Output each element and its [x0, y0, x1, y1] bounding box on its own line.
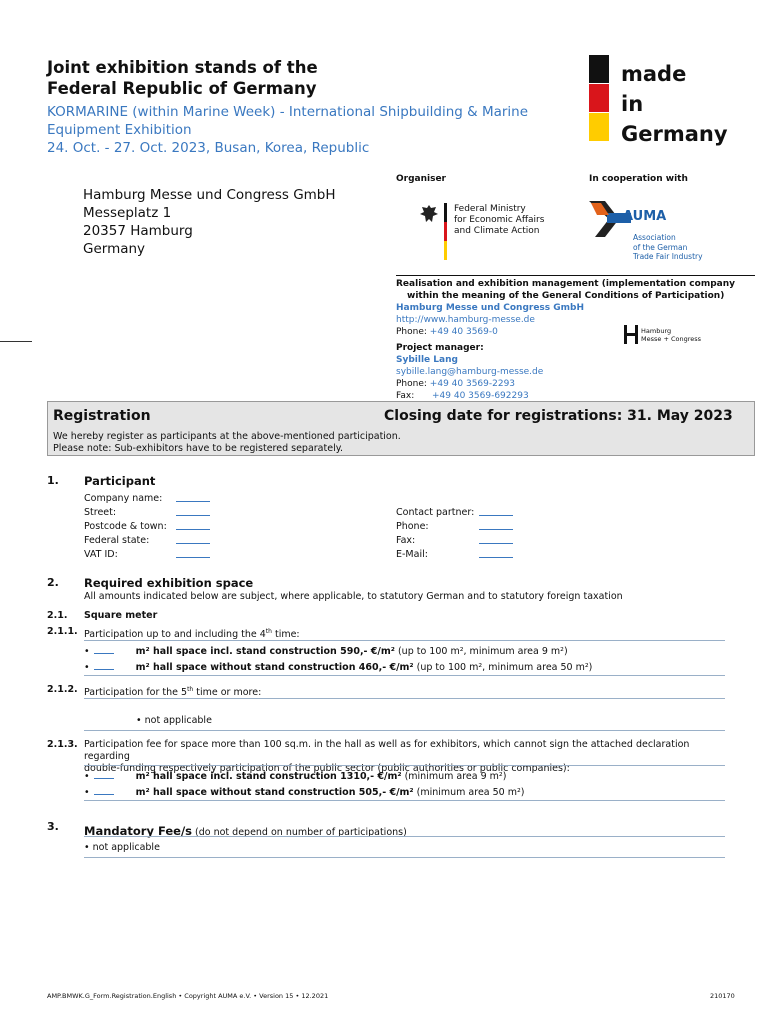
brand-in: in: [621, 92, 644, 116]
s213-option-1: • m² hall space incl. stand construction 1310,- €/m² (minimum area 9 m²): [84, 771, 507, 782]
opt-a: m² hall space: [135, 646, 211, 657]
tax-note: All amounts indicated below are subject, where applicable, to statutory German and to statutory foreign taxation: [84, 591, 623, 602]
flag-stripe-red: [444, 222, 447, 241]
address-line: 20357 Hamburg: [83, 223, 193, 239]
federal-state-row: [84, 534, 210, 548]
field-label: Fax:: [396, 535, 416, 546]
s213-option-2-input[interactable]: [94, 785, 114, 795]
section-3-note: (do not depend on number of participations): [192, 827, 407, 838]
company-name-input[interactable]: [176, 492, 210, 502]
project-manager-label: Project manager:: [396, 343, 484, 353]
footer-form-id: AMP.BMWK.G_Form.Registration.English • Copyright AUMA e.V. • Version 15 • 12.2021: [47, 992, 329, 1000]
rule: [84, 800, 725, 801]
email-input[interactable]: [479, 548, 513, 558]
phone-value: +49 40 3569-0: [429, 327, 498, 337]
address-line: Germany: [83, 241, 146, 257]
opt-b: incl. stand construction 590,- €/m²: [210, 646, 395, 657]
s211-option-1: • m² hall space incl. stand construction 590,- €/m² (up to 100 m², minimum area 9 m²): [84, 646, 568, 657]
address-line: Messeplatz 1: [83, 205, 172, 221]
field-label: VAT ID:: [84, 549, 118, 560]
street-row: [84, 506, 210, 520]
fax-row: [396, 534, 513, 548]
section-2-1-3-number: 2.1.3.: [47, 739, 78, 750]
footer-doc-number: 210170: [710, 992, 735, 1000]
s213-line: Participation fee for space more than 100 sq.m. in the hall as well as for exhibitors, which cannot sign the attached declaration regarding: [84, 739, 690, 762]
rule: [84, 857, 725, 858]
pm-phone-label: Phone:: [396, 379, 427, 389]
flag-stripe-black: [444, 203, 447, 222]
section-1-number: 1.: [47, 474, 59, 487]
registration-title: Registration: [53, 408, 151, 424]
s211-option-1-input[interactable]: [94, 644, 114, 654]
section-2-1-number: 2.1.: [47, 610, 68, 621]
s211-option-2-input[interactable]: [94, 660, 114, 670]
pm-phone-value: +49 40 3569-2293: [429, 379, 516, 389]
s212-tail: time or more:: [193, 687, 262, 699]
s213-line: double-funding respectively participation of the public sector (public authorities or public companies):: [84, 763, 570, 774]
rule: [84, 675, 725, 676]
project-manager-email-link[interactable]: sybille.lang@hamburg-messe.de: [396, 367, 544, 377]
management-heading: Realisation and exhibition management (implementation company: [396, 279, 735, 289]
opt-b: without stand construction 460,- €/m²: [210, 662, 414, 673]
management-url-link[interactable]: http://www.hamburg-messe.de: [396, 315, 535, 325]
event-dates: 24. Oct. - 27. Oct. 2023, Busan, Korea, Republic: [47, 140, 370, 156]
ministry-line: for Economic Affairs: [454, 215, 545, 225]
field-label: Street:: [84, 507, 117, 518]
event-subtitle: [47, 103, 567, 157]
rule: [84, 836, 725, 837]
section-2-1-title: Square meter: [84, 610, 158, 621]
s212-text: Participation for the 5: [84, 687, 188, 699]
management-heading-2: within the meaning of the General Conditions of Participation): [407, 291, 725, 301]
hamburg-messe-logo: [624, 325, 714, 345]
cooperation-label: In cooperation with: [589, 174, 688, 184]
s211-text: Participation up to and including the 4: [84, 629, 266, 641]
eagle-icon: [418, 203, 440, 225]
contact-partner-input[interactable]: [479, 506, 513, 516]
company-name-row: [84, 492, 210, 506]
flag-stripe-gold: [444, 241, 447, 260]
participant-fields-left: [84, 492, 210, 562]
auma-sub-line: of the German: [633, 242, 688, 252]
s213-option-1-input[interactable]: [94, 769, 114, 779]
opt-c: (minimum area 50 m²): [413, 787, 525, 798]
section-1-title: Participant: [84, 474, 156, 488]
auma-wordmark: AUMA: [623, 209, 667, 224]
field-label: E-Mail:: [396, 549, 428, 560]
fax-input[interactable]: [479, 534, 513, 544]
s212-sup: th: [187, 686, 194, 693]
address-line: Hamburg Messe und Congress GmbH: [83, 187, 336, 203]
ministry-logo: [418, 203, 548, 261]
event-name: KORMARINE (within Marine Week) - International Shipbuilding & Marine Equipment Exhibition: [47, 104, 529, 138]
field-label: Contact partner:: [396, 507, 475, 518]
auma-logo: [589, 201, 719, 263]
organiser-label: Organiser: [396, 174, 446, 184]
pm-fax-label: Fax:: [396, 391, 415, 401]
opt-a: m² hall space: [135, 771, 211, 782]
section-2-1-1-text: [84, 626, 300, 641]
opt-c: (minimum area 9 m²): [401, 771, 507, 782]
phone-input[interactable]: [479, 520, 513, 530]
postcode-input[interactable]: [176, 520, 210, 530]
registration-note: We hereby register as participants at the above-mentioned participation.: [53, 431, 401, 442]
participant-fields-right: [396, 506, 513, 562]
federal-state-input[interactable]: [176, 534, 210, 544]
email-row: [396, 548, 513, 562]
opt-a: m² hall space: [135, 787, 211, 798]
street-input[interactable]: [176, 506, 210, 516]
flag-gold-bar: [589, 113, 609, 141]
made-in-germany-logo: [589, 55, 729, 150]
hm-line: Hamburg: [641, 327, 672, 335]
rule: [84, 730, 725, 731]
ministry-line: Federal Ministry: [454, 204, 526, 214]
brand-germany: Germany: [621, 122, 728, 146]
opt-a: m² hall space: [135, 662, 211, 673]
vat-id-row: [84, 548, 210, 562]
closing-date: Closing date for registrations: 31. May 2023: [384, 408, 733, 424]
opt-b: without stand construction 505,- €/m²: [210, 787, 414, 798]
phone-label: Phone:: [396, 327, 427, 337]
flag-red-bar: [589, 84, 609, 112]
auma-sub-line: Association: [633, 233, 676, 242]
s211-sup: th: [265, 628, 272, 635]
hamburg-messe-mark-icon: [624, 325, 638, 344]
contact-partner-row: [396, 506, 513, 520]
section-2-1-1-number: 2.1.1.: [47, 626, 78, 637]
rule: [84, 765, 725, 766]
section-3-title: Mandatory Fee/s: [84, 824, 192, 838]
flag-black-bar: [589, 55, 609, 83]
field-label: Federal state:: [84, 535, 150, 546]
rule: [84, 698, 725, 699]
field-label: Company name:: [84, 493, 163, 504]
page-title: Joint exhibition stands of the Federal Republic of Germany: [47, 58, 318, 98]
section-2-1-2-text: [84, 684, 261, 699]
auma-subtitle: [633, 233, 703, 262]
hm-line: Messe + Congress: [641, 335, 702, 343]
registration-box: [47, 401, 755, 456]
s3-not-applicable: • not applicable: [84, 842, 160, 853]
postcode-row: [84, 520, 210, 534]
s211-tail: time:: [271, 629, 300, 641]
field-label: Phone:: [396, 521, 429, 532]
vat-id-input[interactable]: [176, 548, 210, 558]
project-manager-name: Sybille Lang: [396, 355, 458, 365]
s213-option-2: • m² hall space without stand construction 505,- €/m² (minimum area 50 m²): [84, 787, 525, 798]
recipient-address: [83, 186, 336, 258]
management-company: Hamburg Messe und Congress GmbH: [396, 303, 585, 313]
management-divider: [396, 275, 755, 276]
section-2-title: Required exhibition space: [84, 576, 254, 590]
brand-made: made: [621, 62, 687, 86]
opt-b: incl. stand construction 1310,- €/m²: [210, 771, 402, 782]
auma-sub-line: Trade Fair Industry: [633, 252, 703, 261]
pm-fax-value: +49 40 3569-692293: [432, 391, 529, 401]
fold-mark: [0, 341, 32, 342]
sub-exhibitor-note: Please note: Sub-exhibitors have to be registered separately.: [53, 443, 343, 454]
rule: [84, 640, 725, 641]
s212-not-applicable: • not applicable: [136, 715, 212, 726]
made-in-germany-text: [621, 59, 728, 149]
section-2-number: 2.: [47, 576, 59, 589]
opt-c: (up to 100 m², minimum area 50 m²): [413, 662, 593, 673]
section-2-1-2-number: 2.1.2.: [47, 684, 78, 695]
ministry-name: [454, 204, 544, 237]
ministry-line: and Climate Action: [454, 226, 540, 236]
s211-option-2: • m² hall space without stand construction 460,- €/m² (up to 100 m², minimum area 50 m²): [84, 662, 593, 673]
section-3-number: 3.: [47, 820, 59, 833]
opt-c: (up to 100 m², minimum area 9 m²): [394, 646, 568, 657]
field-label: Postcode & town:: [84, 521, 167, 532]
pm-phone-row: [396, 378, 756, 390]
phone-row: [396, 520, 513, 534]
hamburg-messe-text: [641, 327, 701, 343]
